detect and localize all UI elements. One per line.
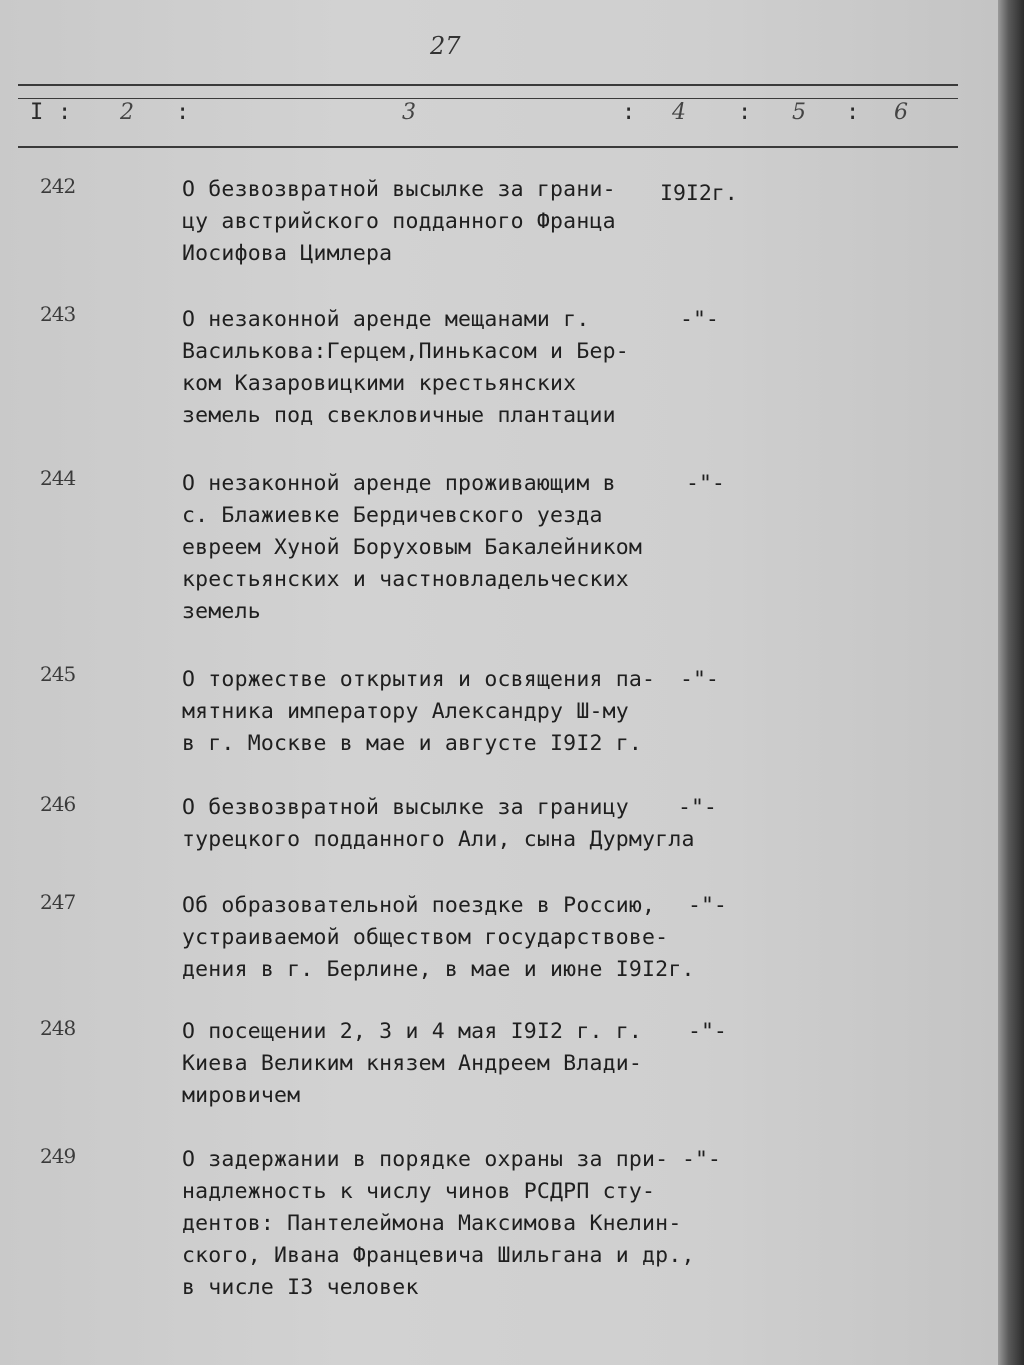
entry-number: 245 xyxy=(40,662,76,686)
page-edge-shadow xyxy=(998,0,1024,1365)
entry-line: ского, Ивана Францевича Шильгана и др., xyxy=(182,1243,695,1268)
entry-line: Василькова:Герцем,Пинькасом и Бер- xyxy=(182,339,629,364)
entry-date: -"- xyxy=(678,795,717,820)
entry-number: 247 xyxy=(40,890,76,914)
entry-number: 243 xyxy=(40,302,76,326)
entry-description xyxy=(182,304,629,432)
entry-line: с. Блажиевке Бердичевского уезда xyxy=(182,503,603,528)
entry-line: дения в г. Берлине, в мае и июне I9I2г. xyxy=(182,957,695,982)
entry-line: О торжестве открытия и освящения па- xyxy=(182,667,656,692)
entry-line: в числе I3 человек xyxy=(182,1275,419,1300)
entry-number: 242 xyxy=(40,174,76,198)
entry-line: О безвозвратной высылке за грани- xyxy=(182,177,616,202)
entry-date: -"- xyxy=(682,1147,721,1172)
entry-line: О незаконной аренде мещанами г. xyxy=(182,307,590,332)
entry-line: в г. Москве в мае и августе I9I2 г. xyxy=(182,731,643,756)
entry-description xyxy=(182,1016,642,1112)
entry-line: О безвозвратной высылке за границу xyxy=(182,795,629,820)
column-header-2: 2 xyxy=(120,100,134,125)
entry-date: -"- xyxy=(686,471,725,496)
header-rule-bottom xyxy=(18,146,958,148)
entry-line: турецкого подданного Али, сына Дурмугла xyxy=(182,827,695,852)
entry-date: -"- xyxy=(680,667,719,692)
column-separator: : xyxy=(846,100,860,125)
entry-line: надлежность к числу чинов РСДРП сту- xyxy=(182,1179,656,1204)
entry-line: О посещении 2, 3 и 4 мая I9I2 г. г. xyxy=(182,1019,643,1044)
entry-line: крестьянских и частновладельческих xyxy=(182,567,629,592)
entry-number: 248 xyxy=(40,1016,76,1040)
entry-line: ком Казаровицкими крестьянских xyxy=(182,371,577,396)
entry-line: земель xyxy=(182,599,261,624)
entry-line: земель под свекловичные плантации xyxy=(182,403,616,428)
entry-line: Киева Великим князем Андреем Влади- xyxy=(182,1051,643,1076)
entry-description xyxy=(182,1144,695,1304)
column-header-6: 6 xyxy=(894,100,908,125)
entry-line: евреем Хуной Боруховым Бакалейником xyxy=(182,535,643,560)
entry-line: Об образовательной поездке в Россию, xyxy=(182,893,656,918)
entry-line: цу австрийского подданного Франца xyxy=(182,209,616,234)
entry-date: -"- xyxy=(688,1019,727,1044)
column-header-3: 3 xyxy=(402,100,416,125)
column-header-5: 5 xyxy=(792,100,806,125)
page-number: 27 xyxy=(430,32,461,60)
column-separator: : xyxy=(738,100,752,125)
column-separator: : xyxy=(176,100,190,125)
column-separator: : xyxy=(622,100,636,125)
entry-line: устраиваемой обществом государствове- xyxy=(182,925,669,950)
header-rule-mid xyxy=(18,98,958,99)
entry-description xyxy=(182,174,616,270)
entry-date: -"- xyxy=(688,893,727,918)
entry-number: 244 xyxy=(40,466,76,490)
entry-description xyxy=(182,664,655,760)
entry-date: I9I2г. xyxy=(660,181,738,206)
entry-number: 246 xyxy=(40,792,76,816)
column-header-4: 4 xyxy=(672,100,686,125)
entry-line: дентов: Пантелеймона Максимова Кнелин- xyxy=(182,1211,682,1236)
entry-line: мировичем xyxy=(182,1083,301,1108)
entry-description xyxy=(182,890,695,986)
entry-description xyxy=(182,792,695,856)
entry-line: О задержании в порядке охраны за при- xyxy=(182,1147,669,1172)
entry-date: -"- xyxy=(680,307,719,332)
column-header-1: I xyxy=(30,100,44,125)
entry-line: О незаконной аренде проживающим в xyxy=(182,471,616,496)
column-separator: : xyxy=(58,100,72,125)
entry-line: мятника императору Александру Ш-му xyxy=(182,699,629,724)
header-rule-top xyxy=(18,84,958,86)
entry-line: Иосифова Цимлера xyxy=(182,241,393,266)
entry-description xyxy=(182,468,642,628)
entry-number: 249 xyxy=(40,1144,76,1168)
